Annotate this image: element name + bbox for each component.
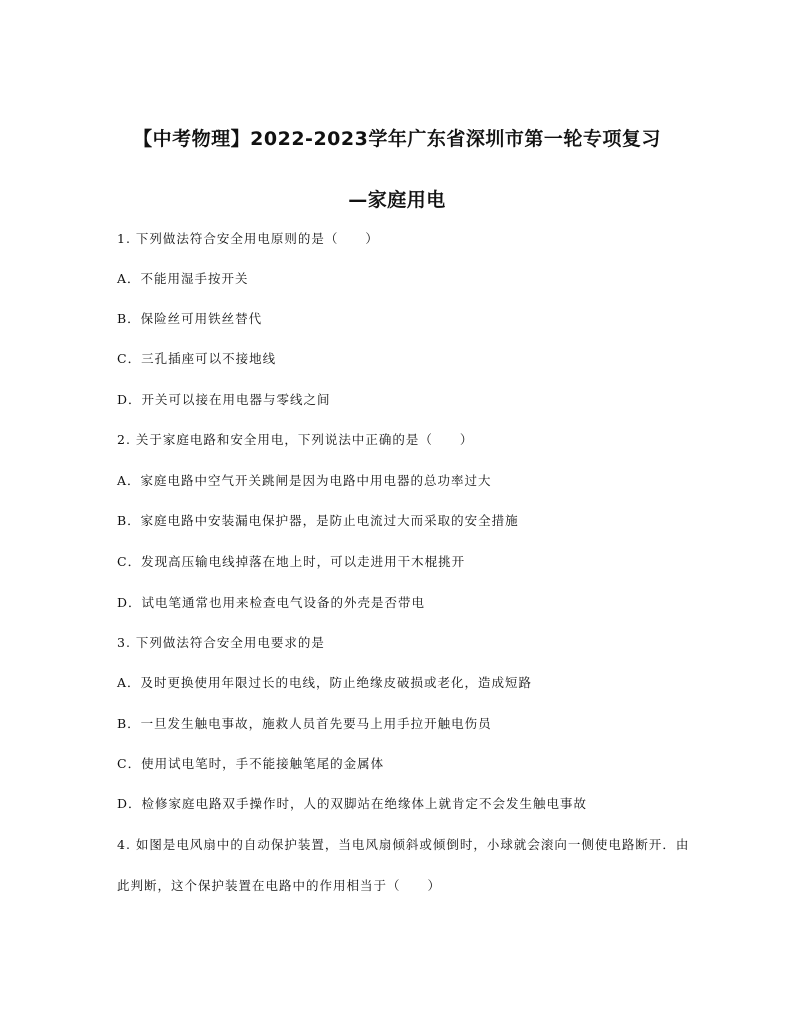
question-4-stem-line1: 4. 如图是电风扇中的自动保护装置，当电风扇倾斜或倾倒时，小球就会滚向一侧使电路断开．由 <box>117 837 690 852</box>
question-2-option-c: C．发现高压输电线掉落在地上时，可以走进用干木棍挑开 <box>117 554 466 569</box>
question-2-option-a: A．家庭电路中空气开关跳闸是因为电路中用电器的总功率过大 <box>117 473 492 488</box>
question-1-option-d: D．开关可以接在用电器与零线之间 <box>117 392 331 407</box>
question-2-option-b: B．家庭电路中安装漏电保护器，是防止电流过大而采取的安全措施 <box>117 513 519 528</box>
question-2-option-d: D．试电笔通常也用来检查电气设备的外壳是否带电 <box>117 595 426 610</box>
question-1-option-a: A．不能用湿手按开关 <box>117 271 249 286</box>
question-1-option-b: B．保险丝可用铁丝替代 <box>117 311 263 326</box>
document-subtitle: —家庭用电 <box>348 189 446 211</box>
question-3-stem: 3. 下列做法符合安全用电要求的是 <box>117 635 325 650</box>
question-3-option-a: A．及时更换使用年限过长的电线，防止绝缘皮破损或老化，造成短路 <box>117 675 533 690</box>
document-title: 【中考物理】2022-2023学年广东省深圳市第一轮专项复习 <box>133 128 661 150</box>
question-3-option-d: D．检修家庭电路双手操作时，人的双脚站在绝缘体上就肯定不会发生触电事故 <box>117 796 588 811</box>
question-4-stem-line2: 此判断，这个保护装置在电路中的作用相当于（ ） <box>117 878 442 893</box>
question-1-option-c: C．三孔插座可以不接地线 <box>117 351 277 366</box>
question-2-stem: 2. 关于家庭电路和安全用电，下列说法中正确的是（ ） <box>117 432 474 447</box>
question-1-stem: 1. 下列做法符合安全用电原则的是（ ） <box>117 231 379 246</box>
question-3-option-b: B．一旦发生触电事故，施救人员首先要马上用手拉开触电伤员 <box>117 716 492 731</box>
question-3-option-c: C．使用试电笔时，手不能接触笔尾的金属体 <box>117 756 385 771</box>
